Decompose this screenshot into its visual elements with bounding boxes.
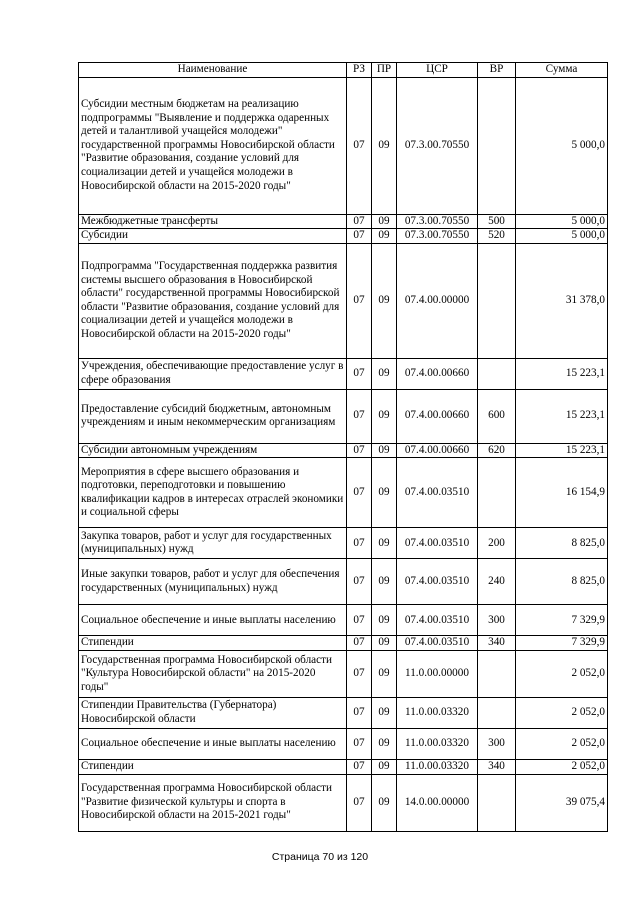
cell-csr: 07.4.00.00660 [397, 443, 478, 458]
table-row [79, 214, 608, 229]
cell-sum: 15 223,1 [516, 443, 608, 458]
table-row [79, 728, 608, 759]
cell-csr: 07.4.00.03510 [397, 559, 478, 605]
cell-sum: 16 154,9 [516, 458, 608, 528]
cell-vr: 340 [478, 759, 516, 774]
cell-name: Субсидии местным бюджетам на реализацию подпрограммы "Выявление и поддержка одаренных детей и талантливой учащейся молодежи" государственной программы Новосибирской области "Развитие образования, создание условий для социализации детей и учащейся молодежи в Новосибирской области на 2015-2020 годы" [79, 77, 347, 214]
cell-vr: 200 [478, 528, 516, 559]
cell-sum: 7 329,9 [516, 605, 608, 636]
cell-vr [478, 697, 516, 728]
cell-rz: 07 [347, 214, 372, 229]
cell-vr: 300 [478, 728, 516, 759]
cell-csr: 11.0.00.03320 [397, 759, 478, 774]
cell-pr: 09 [372, 243, 397, 358]
budget-table [78, 62, 608, 832]
cell-name: Государственная программа Новосибирской области "Развитие физической культуры и спорта в Новосибирской области на 2015-2021 годы" [79, 774, 347, 831]
table-row [79, 443, 608, 458]
cell-name: Стипендии [79, 636, 347, 651]
cell-csr: 07.3.00.70550 [397, 229, 478, 244]
table-header-row [79, 63, 608, 78]
cell-name: Стипендии [79, 759, 347, 774]
cell-pr: 09 [372, 636, 397, 651]
cell-vr [478, 77, 516, 214]
cell-sum: 2 052,0 [516, 728, 608, 759]
cell-name: Межбюджетные трансферты [79, 214, 347, 229]
cell-pr: 09 [372, 528, 397, 559]
cell-csr: 07.4.00.03510 [397, 636, 478, 651]
cell-vr [478, 650, 516, 697]
cell-sum: 8 825,0 [516, 559, 608, 605]
table-row [79, 243, 608, 358]
cell-name: Стипендии Правительства (Губернатора) Новосибирской области [79, 697, 347, 728]
cell-name: Государственная программа Новосибирской области "Культура Новосибирской области" на 2015-2020 годы" [79, 650, 347, 697]
cell-csr: 07.3.00.70550 [397, 77, 478, 214]
cell-pr: 09 [372, 559, 397, 605]
cell-rz: 07 [347, 605, 372, 636]
cell-rz: 07 [347, 774, 372, 831]
header-name: Наименование [79, 63, 347, 78]
cell-pr: 09 [372, 389, 397, 443]
cell-name: Мероприятия в сфере высшего образования и подготовки, переподготовки и повышению квалификации кадров в интересах отраслей экономики и социальной сферы [79, 458, 347, 528]
cell-rz: 07 [347, 77, 372, 214]
cell-sum: 2 052,0 [516, 650, 608, 697]
cell-name: Учреждения, обеспечивающие предоставление услуг в сфере образования [79, 358, 347, 389]
cell-sum: 5 000,0 [516, 214, 608, 229]
table-row [79, 77, 608, 214]
table-row [79, 458, 608, 528]
cell-csr: 07.4.00.03510 [397, 605, 478, 636]
cell-pr: 09 [372, 605, 397, 636]
cell-pr: 09 [372, 214, 397, 229]
cell-name: Социальное обеспечение и иные выплаты населению [79, 728, 347, 759]
cell-vr [478, 358, 516, 389]
cell-sum: 8 825,0 [516, 528, 608, 559]
table-row [79, 605, 608, 636]
cell-name: Социальное обеспечение и иные выплаты населению [79, 605, 347, 636]
cell-vr: 500 [478, 214, 516, 229]
cell-name: Предоставление субсидий бюджетным, автономным учреждениям и иным некоммерческим организациям [79, 389, 347, 443]
cell-pr: 09 [372, 774, 397, 831]
cell-rz: 07 [347, 443, 372, 458]
table-row [79, 636, 608, 651]
table-row [79, 528, 608, 559]
cell-csr: 07.4.00.00660 [397, 358, 478, 389]
cell-rz: 07 [347, 559, 372, 605]
budget-table-wrapper [78, 62, 608, 832]
cell-rz: 07 [347, 650, 372, 697]
cell-pr: 09 [372, 358, 397, 389]
cell-rz: 07 [347, 636, 372, 651]
cell-sum: 2 052,0 [516, 759, 608, 774]
header-csr: ЦСР [397, 63, 478, 78]
header-sum: Сумма [516, 63, 608, 78]
table-row [79, 358, 608, 389]
table-row [79, 759, 608, 774]
cell-vr: 240 [478, 559, 516, 605]
header-vr: ВР [478, 63, 516, 78]
cell-csr: 07.4.00.00660 [397, 389, 478, 443]
cell-sum: 5 000,0 [516, 77, 608, 214]
cell-sum: 2 052,0 [516, 697, 608, 728]
cell-vr: 340 [478, 636, 516, 651]
table-row [79, 229, 608, 244]
table-body [79, 77, 608, 831]
header-pr: ПР [372, 63, 397, 78]
cell-rz: 07 [347, 697, 372, 728]
cell-rz: 07 [347, 458, 372, 528]
cell-rz: 07 [347, 243, 372, 358]
cell-pr: 09 [372, 229, 397, 244]
cell-pr: 09 [372, 650, 397, 697]
cell-pr: 09 [372, 443, 397, 458]
cell-name: Субсидии автономным учреждениям [79, 443, 347, 458]
cell-sum: 15 223,1 [516, 389, 608, 443]
cell-name: Закупка товаров, работ и услуг для государственных (муниципальных) нужд [79, 528, 347, 559]
cell-vr: 600 [478, 389, 516, 443]
cell-rz: 07 [347, 728, 372, 759]
cell-csr: 11.0.00.03320 [397, 728, 478, 759]
header-rz: РЗ [347, 63, 372, 78]
cell-pr: 09 [372, 458, 397, 528]
cell-vr: 300 [478, 605, 516, 636]
cell-vr [478, 774, 516, 831]
cell-csr: 07.4.00.03510 [397, 528, 478, 559]
cell-pr: 09 [372, 697, 397, 728]
cell-csr: 14.0.00.00000 [397, 774, 478, 831]
cell-sum: 39 075,4 [516, 774, 608, 831]
table-row [79, 650, 608, 697]
cell-sum: 31 378,0 [516, 243, 608, 358]
cell-rz: 07 [347, 358, 372, 389]
cell-rz: 07 [347, 389, 372, 443]
cell-pr: 09 [372, 77, 397, 214]
cell-vr: 520 [478, 229, 516, 244]
cell-sum: 15 223,1 [516, 358, 608, 389]
table-row [79, 774, 608, 831]
cell-rz: 07 [347, 528, 372, 559]
cell-sum: 5 000,0 [516, 229, 608, 244]
table-row [79, 697, 608, 728]
page-number: Страница 70 из 120 [271, 851, 369, 863]
cell-name: Иные закупки товаров, работ и услуг для обеспечения государственных (муниципальных) нужд [79, 559, 347, 605]
cell-vr [478, 458, 516, 528]
table-row [79, 389, 608, 443]
cell-pr: 09 [372, 728, 397, 759]
cell-rz: 07 [347, 759, 372, 774]
cell-csr: 07.4.00.00000 [397, 243, 478, 358]
cell-csr: 07.3.00.70550 [397, 214, 478, 229]
cell-name: Субсидии [79, 229, 347, 244]
cell-csr: 07.4.00.03510 [397, 458, 478, 528]
cell-vr [478, 243, 516, 358]
cell-vr: 620 [478, 443, 516, 458]
cell-rz: 07 [347, 229, 372, 244]
cell-csr: 11.0.00.03320 [397, 697, 478, 728]
cell-name: Подпрограмма "Государственная поддержка развития системы высшего образования в Новосибирской области" государственной программы Новосибирской области "Развитие образования, создание условий для социализации детей и учащейся молодежи в Новосибирской области на 2015-2020 годы" [79, 243, 347, 358]
cell-csr: 11.0.00.00000 [397, 650, 478, 697]
cell-pr: 09 [372, 759, 397, 774]
table-row [79, 559, 608, 605]
cell-sum: 7 329,9 [516, 636, 608, 651]
